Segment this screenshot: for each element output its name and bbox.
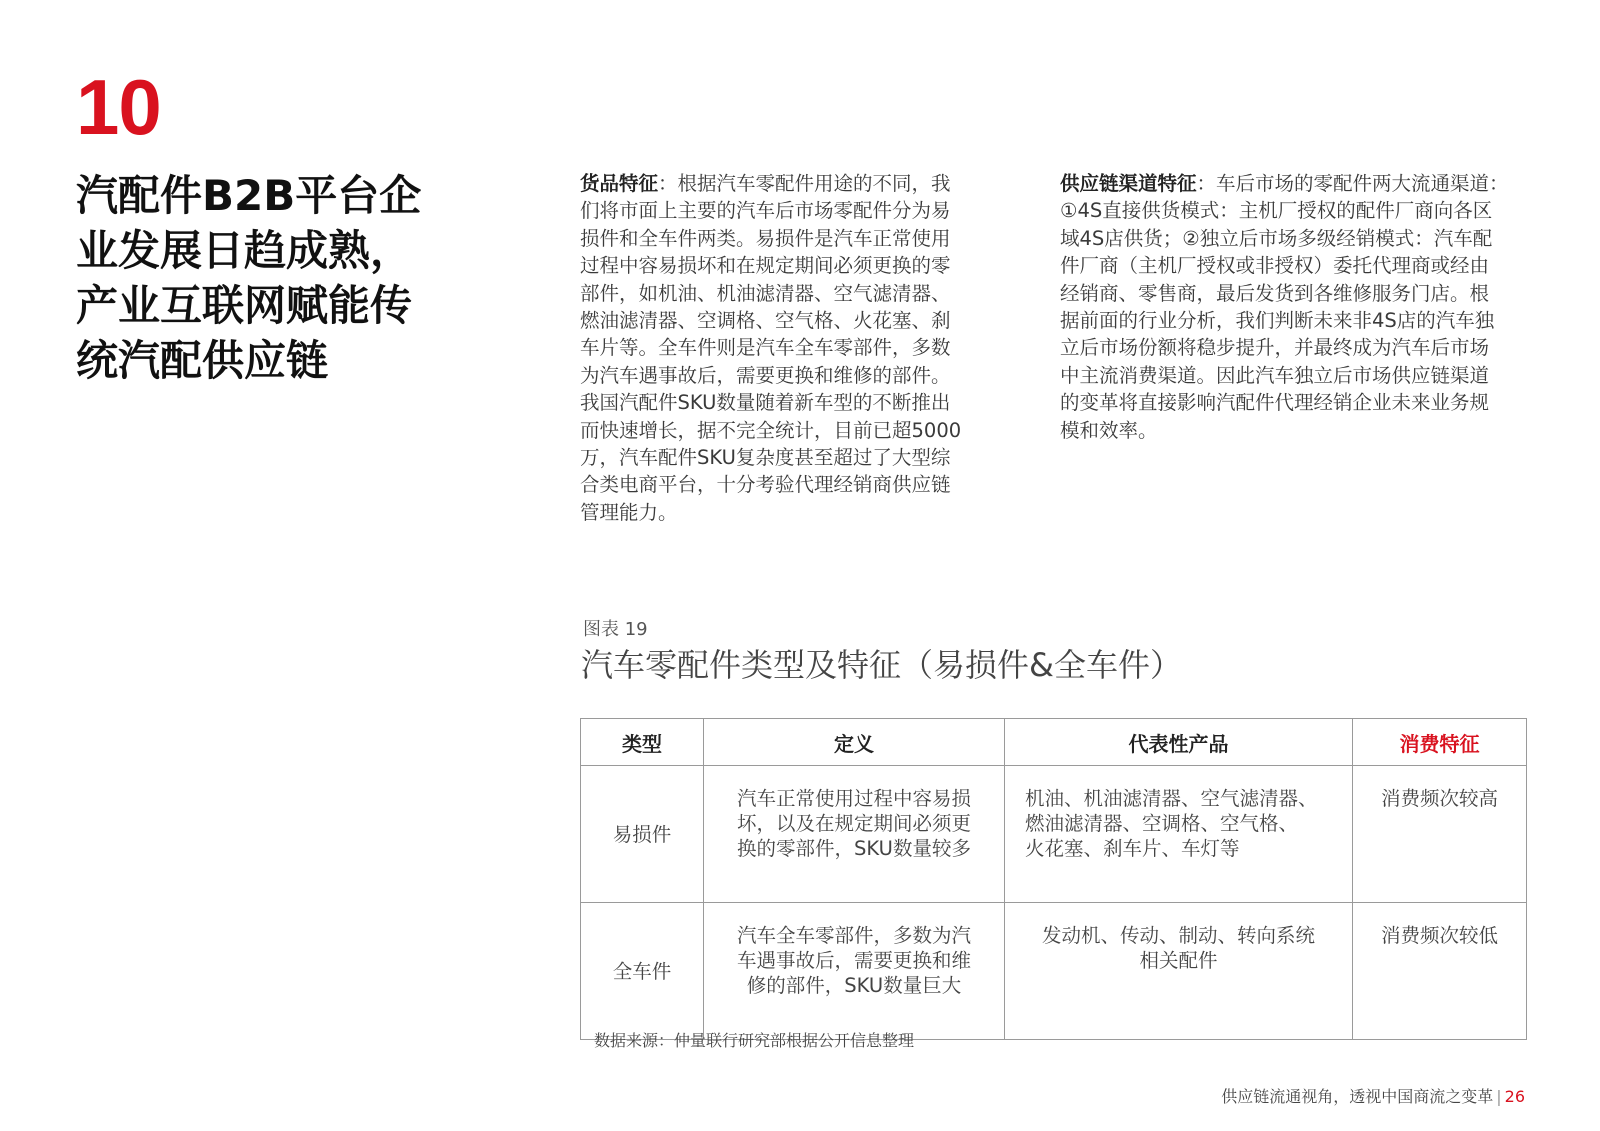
paragraph-line: 部件，如机油、机油滤清器、空气滤清器、 — [580, 281, 951, 305]
paragraph-text: ：根据汽车零配件用途的不同，我 — [658, 172, 951, 195]
header-type: 类型 — [581, 719, 704, 766]
paragraph-line: 的变革将直接影响汽配件代理经销企业未来业务规 — [1060, 391, 1490, 415]
cell-type: 全车件 — [581, 903, 704, 1040]
paragraph-line — [1060, 170, 1509, 197]
paragraph-line: 万，汽车配件SKU复杂度甚至超过了大型综 — [580, 446, 951, 470]
goods-features-heading: 货品特征 — [580, 172, 659, 195]
paragraph-line: 立后市场份额将稳步提升，并最终成为汽车后市场 — [1060, 336, 1490, 360]
table-header-row — [581, 719, 1527, 766]
cell-products — [1005, 903, 1353, 1040]
section-title-line: 产业互联网赋能传 — [76, 281, 413, 330]
header-consumption: 消费特征 — [1353, 719, 1527, 766]
paragraph-line: 过程中容易损坏和在规定期间必须更换的零 — [580, 254, 951, 278]
cell-definition — [704, 903, 1005, 1040]
cell-line: 车遇事故后，需要更换和维 — [736, 949, 971, 972]
figure-title: 汽车零配件类型及特征（易损件&全车件） — [581, 646, 1182, 684]
goods-features-paragraph — [580, 170, 1000, 526]
paragraph-line: 经销商、零售商，最后发货到各维修服务门店。根 — [1060, 281, 1490, 305]
footer-title: 供应链流通视角，透视中国商流之变革 — [1221, 1087, 1494, 1106]
cell-line: 坏，以及在规定期间必须更 — [736, 812, 971, 835]
section-number: 10 — [76, 63, 161, 151]
cell-line: 燃油滤清器、空调格、空气格、 — [1025, 812, 1299, 835]
supply-chain-heading: 供应链渠道特征 — [1060, 172, 1197, 195]
cell-definition — [704, 766, 1005, 903]
paragraph-line — [580, 170, 1000, 197]
paragraph-line: ①4S直接供货模式：主机厂授权的配件厂商向各区 — [1060, 199, 1493, 223]
section-title — [76, 168, 476, 388]
header-definition: 定义 — [704, 719, 1005, 766]
footer-separator: | — [1496, 1087, 1502, 1106]
cell-type: 易损件 — [581, 766, 704, 903]
section-title-line: 统汽配供应链 — [76, 336, 329, 385]
paragraph-text: ：车后市场的零配件两大流通渠道： — [1196, 172, 1509, 195]
cell-line: 机油、机油滤清器、空气滤清器、 — [1025, 787, 1318, 810]
cell-line: 发动机、传动、制动、转向系统 — [1041, 924, 1315, 947]
page-footer — [1221, 1084, 1525, 1107]
supply-chain-paragraph — [1060, 170, 1509, 444]
section-title-line: 汽配件B2B平台企 — [76, 171, 422, 220]
section-title-line: 业发展日趋成熟， — [76, 226, 413, 275]
paragraph-line: 件厂商（主机厂授权或非授权）委托代理商或经由 — [1060, 254, 1490, 278]
auto-parts-table — [580, 718, 1527, 1040]
paragraph-line: 管理能力。 — [580, 500, 678, 524]
cell-line: 汽车全车零部件，多数为汽 — [736, 924, 971, 947]
data-source-note: 数据来源：仲量联行研究部根据公开信息整理 — [594, 1031, 915, 1050]
cell-consumption: 消费频次较低 — [1353, 903, 1527, 1040]
cell-products — [1005, 766, 1353, 903]
paragraph-line: 们将市面上主要的汽车后市场零配件分为易 — [580, 199, 951, 223]
paragraph-line: 模和效率。 — [1060, 418, 1158, 442]
cell-line: 汽车正常使用过程中容易损 — [736, 787, 971, 810]
cell-line: 相关配件 — [1139, 949, 1218, 972]
figure-label: 图表 19 — [583, 619, 648, 640]
cell-consumption: 消费频次较高 — [1353, 766, 1527, 903]
cell-line: 换的零部件，SKU数量较多 — [737, 837, 971, 860]
paragraph-line: 损件和全车件两类。易损件是汽车正常使用 — [580, 226, 951, 250]
paragraph-line: 燃油滤清器、空调格、空气格、火花塞、刹 — [580, 309, 951, 333]
table-row — [581, 903, 1527, 1040]
cell-line: 修的部件，SKU数量巨大 — [746, 974, 962, 997]
cell-line: 火花塞、刹车片、车灯等 — [1025, 837, 1240, 860]
paragraph-line: 而快速增长，据不完全统计，目前已超5000 — [580, 418, 962, 442]
paragraph-line: 为汽车遇事故后，需要更换和维修的部件。 — [580, 363, 951, 387]
table-row — [581, 766, 1527, 903]
paragraph-line: 域4S店供货；②独立后市场多级经销模式：汽车配 — [1060, 226, 1493, 250]
paragraph-line: 中主流消费渠道。因此汽车独立后市场供应链渠道 — [1060, 363, 1490, 387]
page-number: 26 — [1504, 1087, 1525, 1106]
paragraph-line: 据前面的行业分析，我们判断未来非4S店的汽车独 — [1060, 309, 1495, 333]
paragraph-line: 车片等。全车件则是汽车全车零部件，多数 — [580, 336, 951, 360]
paragraph-line: 我国汽配件SKU数量随着新车型的不断推出 — [580, 391, 951, 415]
paragraph-line: 合类电商平台，十分考验代理经销商供应链 — [580, 473, 951, 497]
header-products: 代表性产品 — [1005, 719, 1353, 766]
